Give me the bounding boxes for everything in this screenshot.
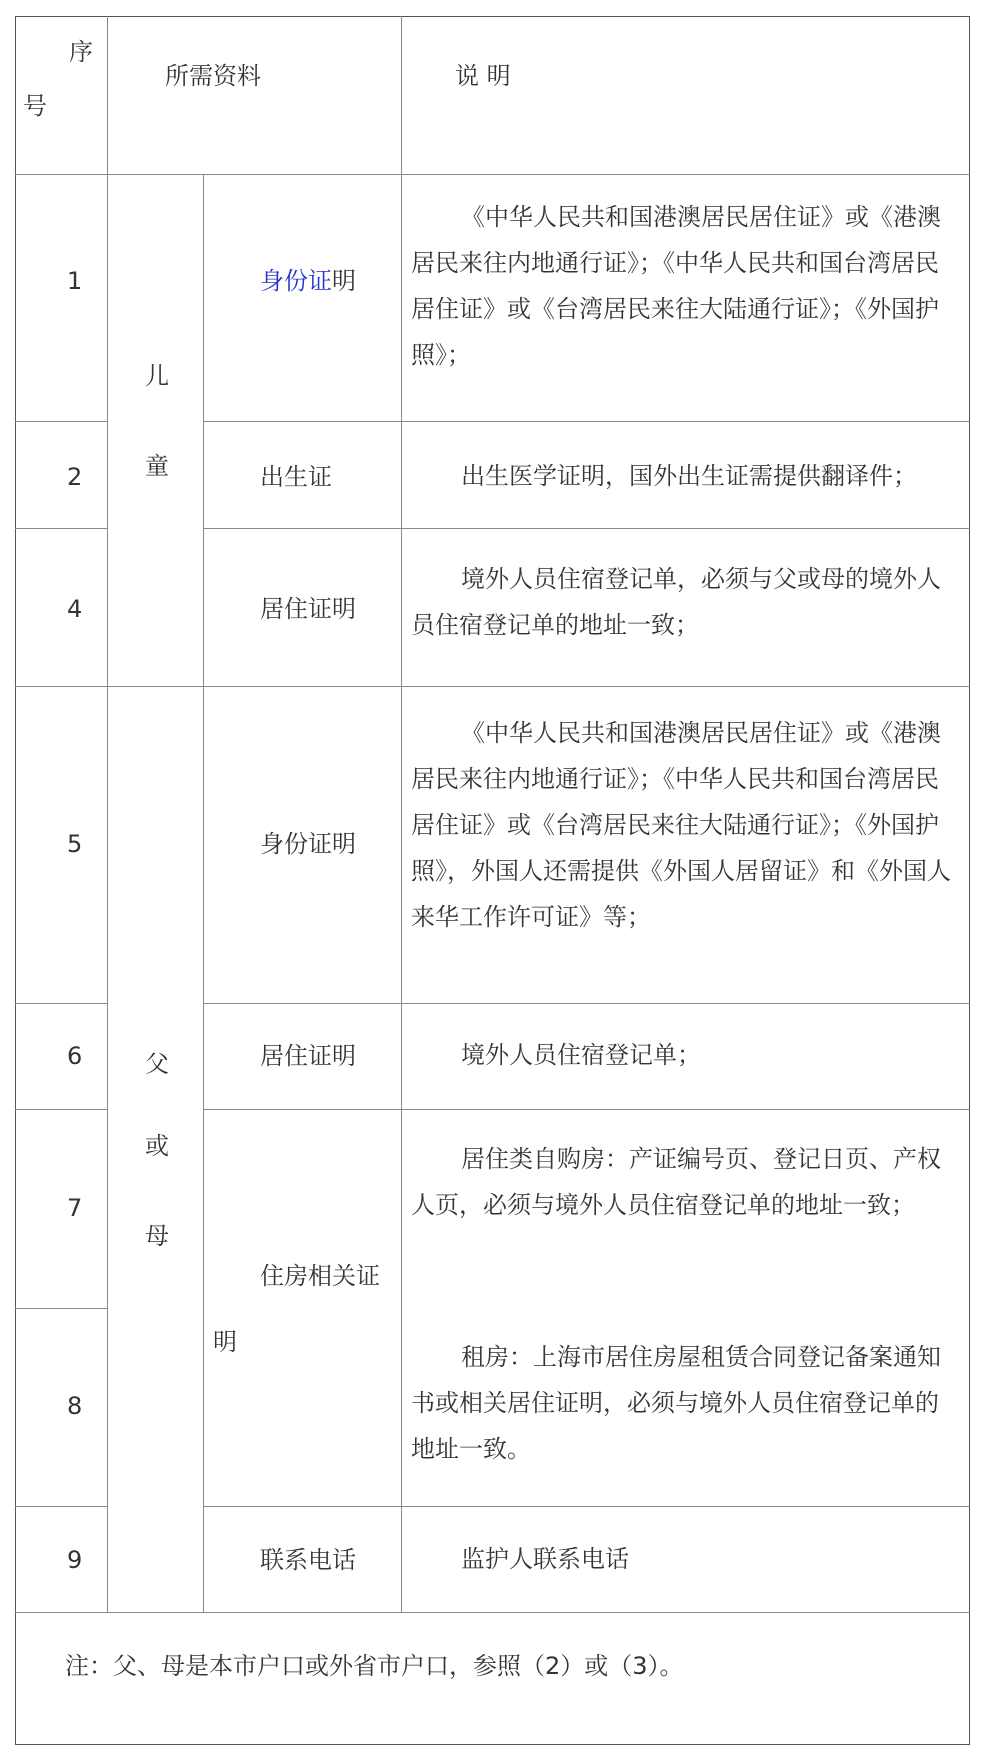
row-divider [15, 686, 970, 687]
row-divider [15, 1109, 107, 1110]
row-divider [15, 1506, 107, 1507]
requirements-table [15, 16, 970, 1745]
group-label-parent: 母 [145, 1222, 169, 1250]
row-divider [203, 1506, 970, 1507]
row-divider [203, 1003, 970, 1004]
row-divider [15, 421, 107, 422]
col-divider [107, 16, 108, 1612]
header-seq-bottom: 号 [23, 92, 47, 120]
header-seq-top: 序 [69, 38, 93, 66]
group-label-parent: 父 [145, 1050, 169, 1078]
footer-note: 注：父、母是本市户口或外省市户口，参照（2）或（3）。 [65, 1652, 684, 1680]
row-number: 4 [67, 595, 83, 623]
material-label: 住房相关证 [260, 1262, 380, 1290]
material-label: 明 [213, 1328, 237, 1356]
col-divider [203, 174, 204, 1612]
row-number: 5 [67, 830, 83, 858]
material-label: 出生证 [260, 463, 332, 491]
header-materials: 所需资料 [165, 62, 261, 90]
material-label: 居住证明 [260, 595, 356, 623]
description-text: 出生医学证明，国外出生证需提供翻译件； [461, 462, 917, 490]
row-divider [15, 1308, 107, 1309]
description-text: 《中华人民共和国港澳居民居住证》或《港澳居民来往内地通行证》；《中华人民共和国台湾居民居住证》或《台湾居民来往大陆通行证》；《外国护照》，外国人还需提供《外国人居留证》和《外国人来华工作许可证》等； [411, 719, 951, 931]
row-number: 9 [67, 1546, 83, 1574]
row-number: 8 [67, 1392, 83, 1420]
group-label-child: 儿 [145, 362, 169, 390]
group-label-child: 童 [145, 452, 169, 480]
description-text: 居住类自购房：产证编号页、登记日页、产权人页，必须与境外人员住宿登记单的地址一致； [411, 1145, 941, 1219]
row-divider [15, 1612, 970, 1613]
material-label: 居住证明 [260, 1042, 356, 1070]
description-text: 境外人员住宿登记单； [461, 1041, 701, 1069]
row-number: 1 [67, 267, 83, 295]
row-divider [15, 528, 107, 529]
description-text: 租房：上海市居住房屋租赁合同登记备案通知书或相关居住证明，必须与境外人员住宿登记单的地址一致。 [411, 1343, 941, 1463]
row-number: 6 [67, 1042, 83, 1070]
col-divider [401, 16, 402, 1612]
material-label-suffix: 明 [332, 267, 356, 295]
row-divider [203, 421, 970, 422]
material-label: 联系电话 [260, 1546, 356, 1574]
row-divider [15, 174, 970, 175]
row-divider [203, 1109, 970, 1110]
description-text: 境外人员住宿登记单，必须与父或母的境外人员住宿登记单的地址一致； [411, 565, 941, 639]
description-text: 监护人联系电话 [461, 1545, 629, 1573]
row-divider [15, 1003, 107, 1004]
material-label [260, 261, 356, 301]
row-divider [203, 528, 970, 529]
id-card-link[interactable]: 身份证 [260, 267, 332, 295]
description-text: 《中华人民共和国港澳居民居住证》或《港澳居民来往内地通行证》；《中华人民共和国台湾居民居住证》或《台湾居民来往大陆通行证》；《外国护照》； [411, 203, 941, 369]
material-label: 身份证明 [260, 830, 356, 858]
group-label-parent: 或 [145, 1132, 169, 1160]
row-number: 2 [67, 463, 83, 491]
row-number: 7 [67, 1194, 83, 1222]
header-description: 说 明 [455, 62, 511, 90]
